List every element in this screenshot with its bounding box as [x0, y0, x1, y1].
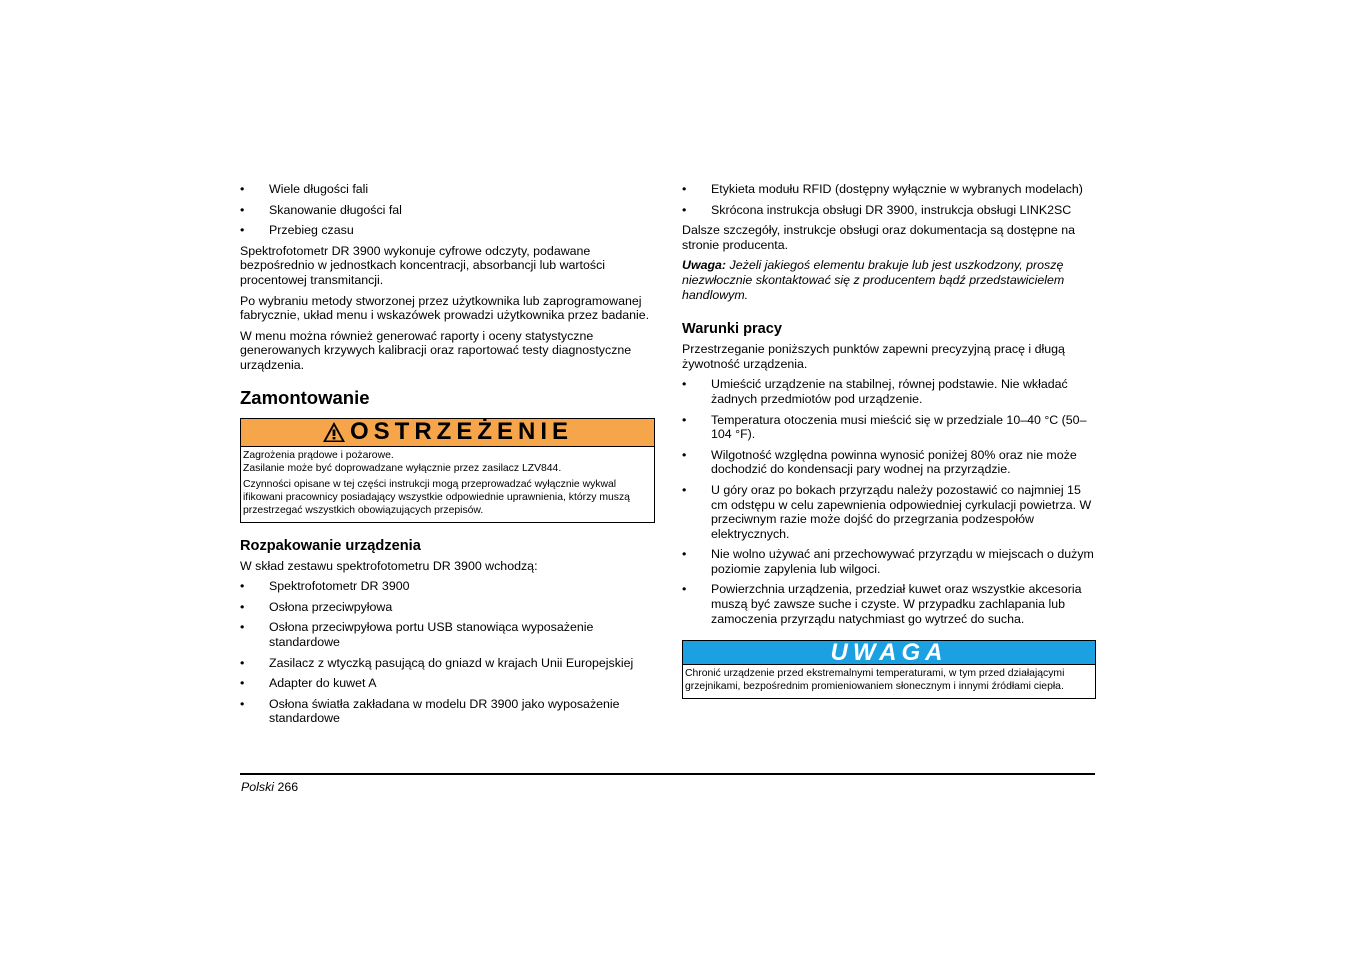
left-column — [240, 182, 655, 732]
page-number: 266 — [277, 780, 299, 794]
warning-body — [241, 447, 654, 522]
warning-title: OSTRZEŻENIE — [349, 418, 573, 446]
list-item: • Temperatura otoczenia musi mieścić się w przedziale 10–40 °C (50–104 °F). — [682, 413, 1096, 442]
list-item: • Powierzchnia urządzenia, przedział kuwet oraz wszystkie akcesoria muszą być zawsze suche i czyste. W przypadku zachlapania lub zamoczenia przyrządu natychmiast go wytrzeć do sucha. — [682, 582, 1096, 626]
caution-title: UWAGA — [830, 638, 948, 666]
feature-list — [240, 182, 655, 238]
list-item: • Osłona przeciwpyłowa portu USB stanowiąca wyposażenie standardowe — [240, 620, 655, 649]
section-title: Zamontowanie — [240, 386, 370, 408]
unpack-title: Rozpakowanie urządzenia — [240, 537, 421, 554]
paragraph: Dalsze szczegóły, instrukcje obsługi oraz dokumentacja są dostępne na stronie producenta. — [682, 223, 1076, 252]
list-item: • Etykieta modułu RFID (dostępny wyłącznie w wybranych modelach) — [682, 182, 1096, 197]
footer-language: Polski — [241, 780, 275, 794]
warning-line: Zagrożenia prądowe i pożarowe. — [243, 449, 394, 461]
caution-text: Chronić urządzenie przed ekstremalnymi temperaturami, w tym przed działającymi grzejnikami, bezpośrednim promieniowaniem słonecznym i innymi źródłami ciepła. — [685, 668, 1065, 693]
list-item: • Adapter do kuwet A — [240, 676, 655, 691]
list-item: • Skrócona instrukcja obsługi DR 3900, instrukcja obsługi LINK2SC — [682, 203, 1096, 218]
caution-header — [683, 638, 1095, 666]
list-item: • Wilgotność względna powinna wynosić poniżej 80% oraz nie może dochodzić do kondensacji pary wodnej na przyrządzie. — [682, 448, 1096, 477]
list-item: • Skanowanie długości fal — [240, 203, 655, 218]
warning-text: Czynności opisane w tej części instrukcji mogą przeprowadzać wyłącznie wykwal ifikowani pracownicy posiadający wszystkie odpowiednie uprawnienia, którzy muszą przestrzegać wszystkich obowiązujących przepisów. — [243, 478, 630, 516]
list-item: • Osłona światła zakładana w modelu DR 3900 jako wyposażenie standardowe — [240, 697, 655, 726]
list-item: • Zasilacz z wtyczką pasującą do gniazd w krajach Unii Europejskiej — [240, 656, 655, 671]
note-label: Uwaga: — [682, 258, 727, 273]
paragraph: Spektrofotometr DR 3900 wykonuje cyfrowe odczyty, podawane bezpośrednio w jednostkach koncentracji, absorbancji lub wartości procentowej transmitancji. — [240, 243, 606, 287]
warning-line: Zasilanie może być doprowadzane wyłącznie przez zasilacz LZV844. — [243, 462, 562, 474]
page-footer — [241, 780, 298, 795]
list-item: • Nie wolno używać ani przechowywać przyrządu w miejscach o dużym poziomie zapylenia lub wilgoci. — [682, 547, 1096, 576]
conditions-title: Warunki pracy — [682, 321, 783, 338]
list-item: • Przebieg czasu — [240, 223, 655, 238]
list-item: • Spektrofotometr DR 3900 — [240, 579, 655, 594]
paragraph: W menu można również generować raporty i oceny statystyczne generowanych krzywych kalibracji oraz raportować testy diagnostyczne urządzenia. — [240, 328, 632, 372]
warning-text — [243, 449, 652, 475]
warning-header — [241, 419, 654, 447]
unpack-list-continued — [682, 182, 1096, 217]
unpack-intro: W skład zestawu spektrofotometru DR 3900 wchodzą: — [240, 558, 538, 573]
unpack-list — [240, 579, 655, 726]
caution-box — [682, 640, 1096, 699]
paragraph: Po wybraniu metody stworzonej przez użytkownika lub zaprogramowanej fabrycznie, układ menu i wskazówek prowadzi użytkownika przez badanie. — [240, 293, 650, 323]
note — [682, 258, 1096, 302]
list-item: • Umieścić urządzenie na stabilnej, równej podstawie. Nie wkładać żadnych przedmiotów pod urządzenie. — [682, 377, 1096, 406]
list-item: • Osłona przeciwpyłowa — [240, 600, 655, 615]
conditions-list — [682, 377, 1096, 626]
list-item: • Wiele długości fali — [240, 182, 655, 197]
footer-divider — [240, 773, 1095, 775]
right-column — [682, 182, 1096, 713]
caution-body — [683, 665, 1095, 698]
warning-triangle-icon — [322, 421, 346, 443]
conditions-intro: Przestrzeganie poniższych punktów zapewni precyzyjną pracę i długą żywotność urządzenia. — [682, 342, 1065, 371]
warning-box — [240, 418, 655, 523]
note-text: Jeżeli jakiegoś elementu brakuje lub jest uszkodzony, proszę niezwłocznie skontaktować się z producentem bądź przedstawicielem handlowym. — [682, 258, 1065, 302]
list-item: • U góry oraz po bokach przyrządu należy pozostawić co najmniej 15 cm odstępu w celu zapewnienia odpowiedniej cyrkulacji powietrza. W przeciwnym razie może dojść do przegrzania podzespołów elektrycznych. — [682, 483, 1096, 541]
